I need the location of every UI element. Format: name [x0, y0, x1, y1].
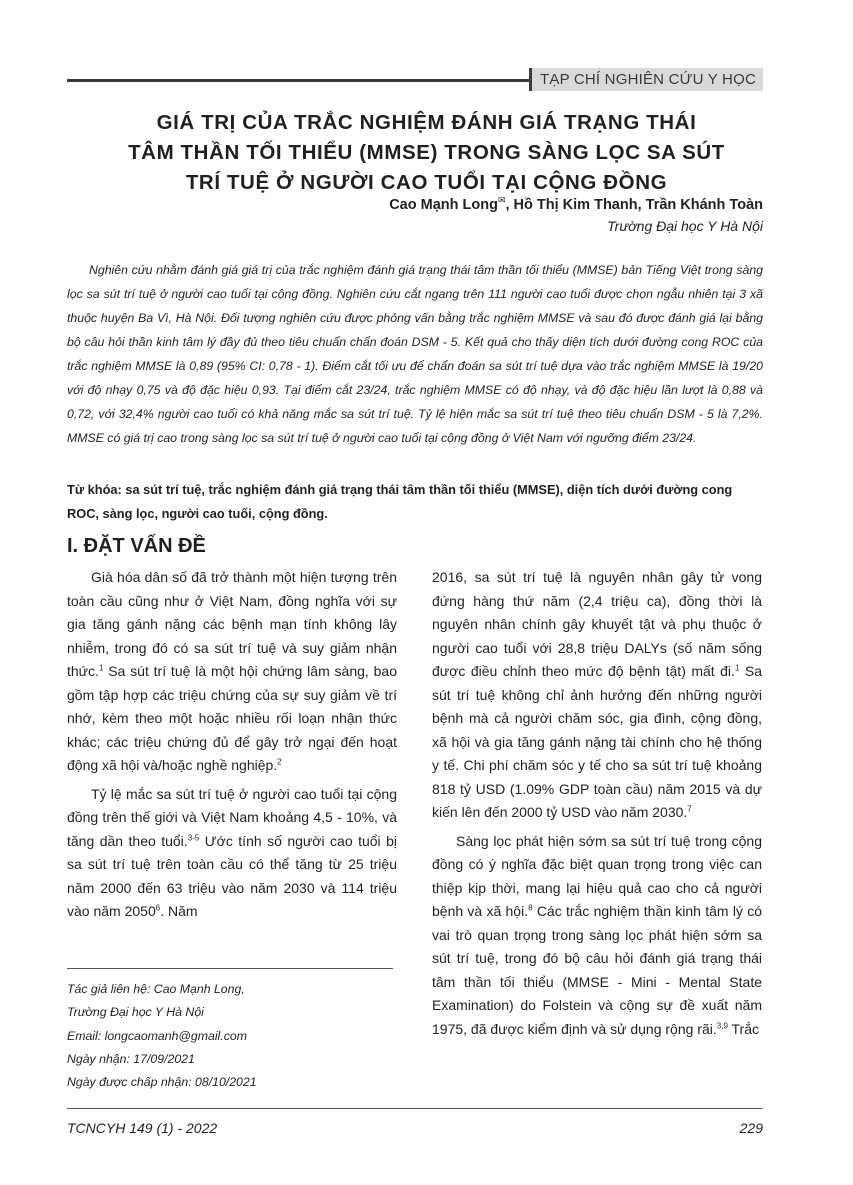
- header-rule: [67, 79, 529, 82]
- paragraph: Già hóa dân số đã trở thành một hiện tượng trên toàn cầu cũng như ở Việt Nam, đồng nghĩa với sự gia tăng gánh nặng các bệnh mạn tính không lây nhiễm, trong đó có sa sút trí tuệ và suy giảm nhận thức.$^1$ Sa sút trí tuệ là một hội chứng lâm sàng, bao gồm tập hợp các triệu chứng của sự suy giảm về trí nhớ, kèm theo một hoặc nhiều rối loạn nhận thức khác; các triệu chứng đủ để gây trở ngại đến hoạt động xã hội và/hoặc nghề nghiệp.$^2$: [67, 569, 397, 773]
- citation: 7: [687, 804, 692, 814]
- article-title: [60, 108, 793, 198]
- author-list: [389, 195, 763, 213]
- footnotes: [67, 978, 397, 1094]
- body-column-right: [432, 566, 762, 1046]
- citation: 1: [734, 663, 740, 673]
- paragraph: Tỷ lệ mắc sa sút trí tuệ ở người cao tuổi tại cộng đồng trên thế giới và Việt Nam khoảng 4,5 - 10%, và tăng dần theo tuổi.$^{3-5}$ Ước tính số người cao tuổi bị sa sút trí tuệ trên toàn cầu có thể tăng từ 25 triệu năm 2000 đến 63 triệu vào năm 2030 và 114 triệu vào năm 2050$^6$. Năm: [67, 785, 397, 919]
- citation: 3-5: [187, 832, 200, 842]
- citation: 6: [155, 903, 161, 913]
- footnote-institution: Trường Đại học Y Hà Nội: [67, 1005, 204, 1020]
- journal-issue: TCNCYH 149 (1) - 2022: [67, 1120, 218, 1136]
- footer-divider: [67, 1108, 763, 1109]
- citation: 1: [98, 663, 104, 673]
- footnote-email: Email: longcaomanh@gmail.com: [67, 1028, 247, 1043]
- title-line-3: TRÍ TUỆ Ở NGƯỜI CAO TUỔI TẠI CỘNG ĐỒNG: [185, 171, 668, 194]
- citation: 8: [528, 903, 533, 913]
- section-heading: I. ĐẶT VẤN ĐỀ: [67, 535, 206, 557]
- abstract: Nghiên cứu nhằm đánh giá giá trị của trắc nghiệm đánh giá trạng thái tâm thần tối thiểu (MMSE) bản Tiếng Việt trong sàng lọc sa sút trí tuệ ở người cao tuổi tại cộng đồng. Nghiên cứu cắt ngang trên 111 người cao tuổi được chọn ngẫu nhiên tại 3 xã thuộc huyện Ba Vì, Hà Nội. Đối tượng nghiên cứu được phỏng vấn bằng trắc nghiệm MMSE và sau đó được đánh giá lại bằng bộ câu hỏi thần kinh tâm lý đầy đủ theo tiêu chuẩn chẩn đoán DSM - 5. Kết quả cho thấy diện tích dưới đường cong ROC của trắc nghiệm MMSE là 0,89 (95% CI: 0,78 - 1). Điểm cắt tối ưu để chẩn đoán sa sút trí tuệ dựa vào trắc nghiệm MMSE là 19/20 với độ nhạy 0,75 và độ đặc hiệu 0,93. Tại điểm cắt 23/24, trắc nghiệm MMSE có độ nhạy, và độ đặc hiệu lần lượt là 0,88 và 0,72, với 32,4% người cao tuổi có khả năng mắc sa sút trí tuệ. Tỷ lệ hiện mắc sa sút trí tuệ theo tiêu chuẩn DSM - 5 là 7,2%. MMSE có giá trị cao trong sàng lọc sa sút trí tuệ ở người cao tuổi tại cộng đồng ở Việt Nam với ngưỡng điểm 23/24.: [67, 263, 763, 445]
- footnote-received: Ngày nhận: 17/09/2021: [67, 1051, 195, 1066]
- body-column-left: [67, 566, 397, 929]
- footnote-divider: [67, 968, 393, 969]
- footnote-contact: Tác giả liên hệ: Cao Mạnh Long,: [67, 982, 245, 996]
- citation: 2: [277, 757, 282, 767]
- journal-name: TẠP CHÍ NGHIÊN CỨU Y HỌC: [540, 71, 756, 88]
- citation: 3,9: [716, 1020, 728, 1030]
- paragraph: Sàng lọc phát hiện sớm sa sút trí tuệ trong cộng đồng có ý nghĩa đặc biệt quan trọng trong việc can thiệp kịp thời, mang lại hiệu quả cao cho cả người bệnh và xã hội.$^8$ Các trắc nghiệm thần kinh tâm lý có vai trò quan trọng trong sàng lọc phát hiện sớm sa sút trí tuệ, trong đó bộ câu hỏi đánh giá trạng thái tâm thần tối thiểu (MMSE - Mini - Mental State Examination) do Folstein và cộng sự đề xuất năm 1975, đã được kiểm định và sử dụng rộng rãi.$^{3,9}$ Trắc: [432, 832, 762, 1037]
- page-number: 229: [739, 1120, 763, 1136]
- affiliation: Trường Đại học Y Hà Nội: [607, 218, 763, 234]
- title-line-1: GIÁ TRỊ CỦA TRẮC NGHIỆM ĐÁNH GIÁ TRẠNG THÁI: [156, 111, 697, 134]
- paragraph: 2016, sa sút trí tuệ là nguyên nhân gây tử vong đứng hàng thứ năm (2,4 triệu ca), đồng thời là nguyên nhân chính gây khuyết tật và phụ thuộc ở người cao tuổi với 28,8 triệu DALYs (số năm sống được điều chỉnh theo mức độ bệnh tật) mất đi.$^1$ Sa sút trí tuệ không chỉ ảnh hưởng đến những người bệnh mà cả người chăm sóc, gia đình, cộng đồng, xã hội và gia tăng gánh nặng tài chính cho hệ thống y tế. Chi phí chăm sóc y tế cho sa sút trí tuệ khoảng 818 tỷ USD (1.09% GDP toàn cầu) năm 2015 và dự kiến lên đến 2000 tỷ USD vào năm 2030.$^7$: [432, 569, 762, 820]
- footnote-accepted: Ngày được chấp nhận: 08/10/2021: [67, 1075, 257, 1090]
- first-author: Cao Mạnh Long: [389, 196, 498, 213]
- title-line-2: TÂM THẦN TỐI THIỂU (MMSE) TRONG SÀNG LỌC SA SÚT: [128, 141, 725, 164]
- other-authors: , Hồ Thị Kim Thanh, Trần Khánh Toàn: [505, 196, 763, 213]
- keywords: Từ khóa: sa sút trí tuệ, trắc nghiệm đánh giá trạng thái tâm thần tối thiểu (MMSE), diện tích dưới đường cong ROC, sàng lọc, người cao tuổi, cộng đồng.: [67, 482, 733, 521]
- envelope-icon: ✉: [497, 195, 506, 205]
